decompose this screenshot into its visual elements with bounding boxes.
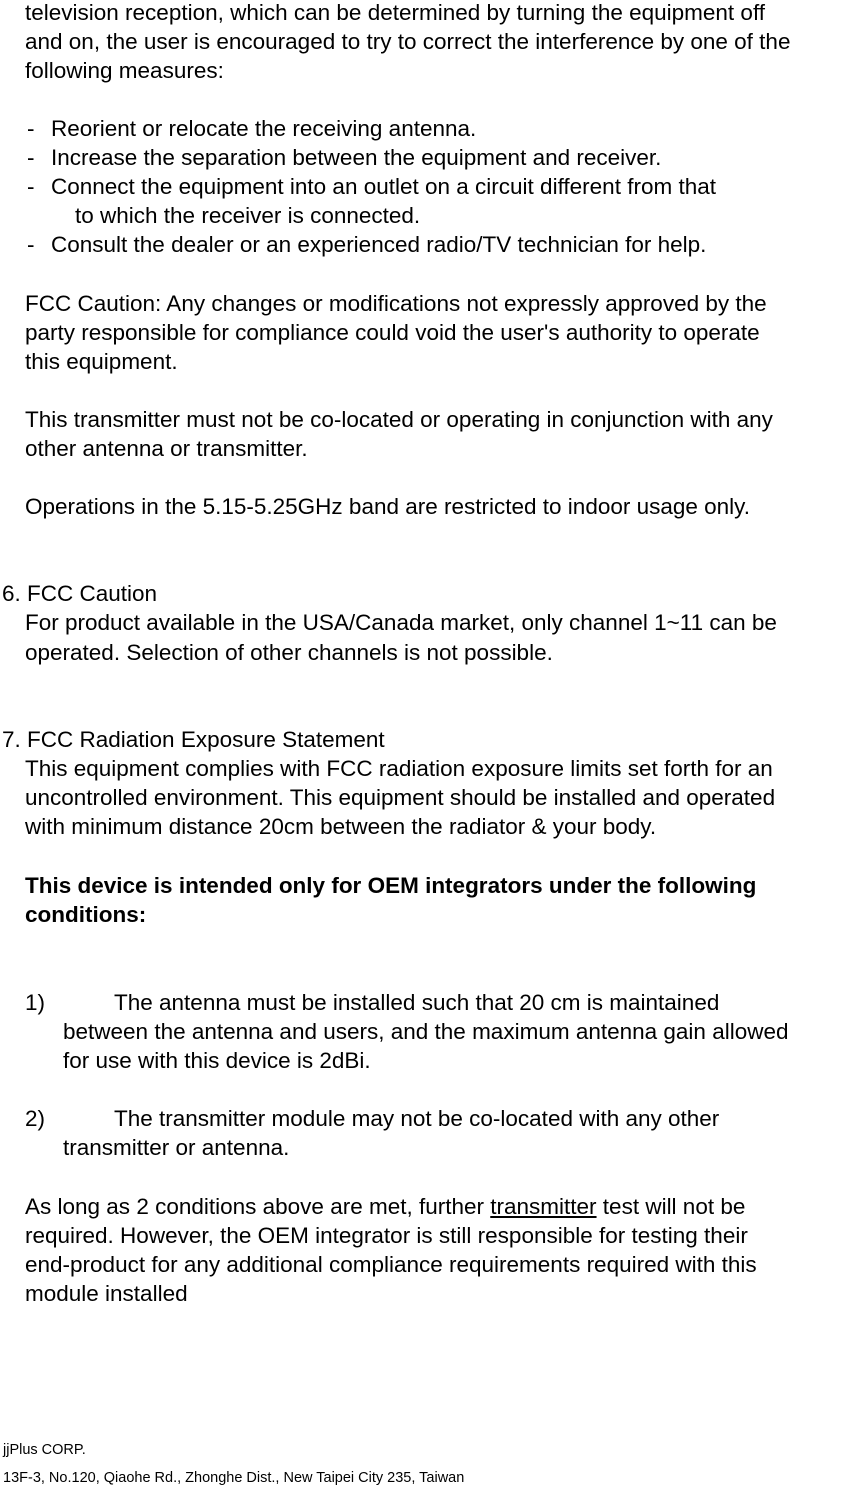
list-bullet: - [27, 116, 35, 141]
list-bullet: - [27, 145, 35, 170]
colocation-line-2: other antenna or transmitter. [25, 436, 308, 461]
condition-text: between the antenna and users, and the maximum antenna gain allowed [63, 1019, 789, 1044]
measure-item: Connect the equipment into an outlet on a circuit different from that [51, 174, 716, 199]
band-restriction: Operations in the 5.15-5.25GHz band are restricted to indoor usage only. [25, 494, 751, 519]
section-7-line-1: This equipment complies with FCC radiation exposure limits set forth for an [25, 756, 773, 781]
caution-line-2: party responsible for compliance could void the user's authority to operate [25, 320, 760, 345]
condition-text: transmitter or antenna. [63, 1135, 290, 1160]
section-7-line-2: uncontrolled environment. This equipment should be installed and operated [25, 785, 776, 810]
condition-number: 1) [25, 990, 46, 1015]
closing-text: test will not be [596, 1194, 746, 1219]
oem-notice-line-2: conditions: [25, 902, 147, 927]
footer-company: jjPlus CORP. [3, 1442, 86, 1458]
section-6-heading: 6. FCC Caution [2, 581, 158, 606]
closing-line-4: module installed [25, 1281, 188, 1306]
condition-text: for use with this device is 2dBi. [63, 1048, 371, 1073]
intro-line-2: and on, the user is encouraged to try to correct the interference by one of the [25, 29, 791, 54]
closing-line-1 [25, 1192, 745, 1221]
condition-text: The antenna must be installed such that 20 cm is maintained [114, 990, 720, 1015]
oem-notice-line-1: This device is intended only for OEM integrators under the following [25, 873, 757, 898]
intro-line-3: following measures: [25, 58, 224, 83]
colocation-line-1: This transmitter must not be co-located or operating in conjunction with any [25, 407, 773, 432]
measure-item: Reorient or relocate the receiving antenna. [51, 116, 477, 141]
closing-line-3: end-product for any additional compliance requirements required with this [25, 1252, 757, 1277]
transmitter-link: transmitter [490, 1194, 597, 1219]
measure-item: Increase the separation between the equipment and receiver. [51, 145, 662, 170]
closing-text: As long as 2 conditions above are met, further [25, 1194, 491, 1219]
section-7-heading: 7. FCC Radiation Exposure Statement [2, 727, 385, 752]
list-bullet: - [27, 232, 35, 257]
section-6-line-1: For product available in the USA/Canada market, only channel 1~11 can be [25, 610, 777, 635]
closing-line-2: required. However, the OEM integrator is still responsible for testing their [25, 1223, 748, 1248]
intro-line-1: television reception, which can be determined by turning the equipment off [25, 0, 766, 25]
caution-line-1: FCC Caution: Any changes or modifications not expressly approved by the [25, 291, 767, 316]
measure-item: Consult the dealer or an experienced radio/TV technician for help. [51, 232, 707, 257]
section-6-line-2: operated. Selection of other channels is not possible. [25, 640, 553, 665]
condition-number: 2) [25, 1106, 46, 1131]
list-bullet: - [27, 174, 35, 199]
footer-address: 13F-3, No.120, Qiaohe Rd., Zhonghe Dist., New Taipei City 235, Taiwan [3, 1470, 465, 1486]
caution-line-3: this equipment. [25, 349, 178, 374]
section-7-line-3: with minimum distance 20cm between the radiator & your body. [25, 814, 657, 839]
measure-item-continuation: to which the receiver is connected. [75, 203, 421, 228]
condition-text: The transmitter module may not be co-located with any other [114, 1106, 720, 1131]
